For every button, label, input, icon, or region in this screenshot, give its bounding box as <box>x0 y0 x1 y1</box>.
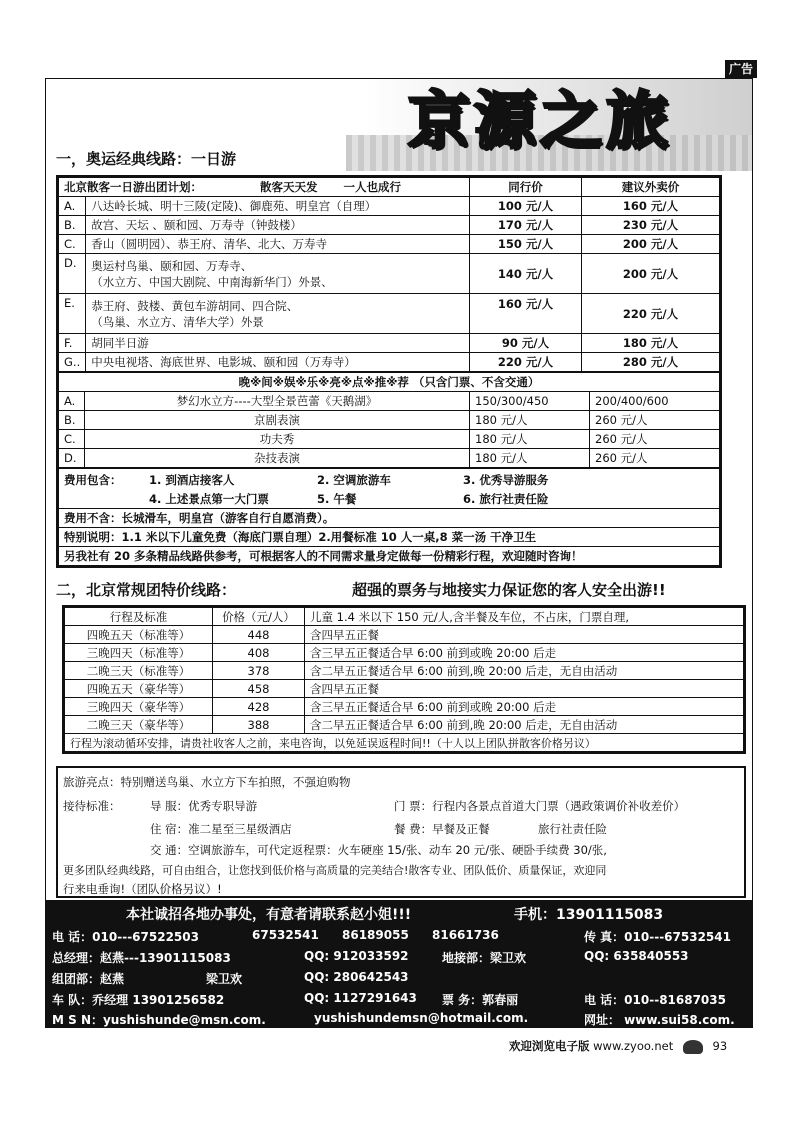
table-row: C. 香山（圆明园）、恭王府、清华、北大、万寿寺 150 元/人 200 元/人 <box>59 235 720 254</box>
page-number: 93 <box>712 1039 728 1053</box>
table2-header-price: 价格（元/人） <box>213 608 305 626</box>
page-footer <box>509 1038 757 1058</box>
night-header: 晚※间※娱※乐※亮※点※推※荐 （只含门票、不含交通） <box>59 373 720 392</box>
qq-2: QQ: 635840553 <box>584 949 689 963</box>
fee-includes: 费用包含： 1. 到酒店接客人 2. 空调旅游车 3. 优秀导游服务 4. 上述景点第一大门票 5. 午餐 6. 旅行社责任险 <box>59 469 720 509</box>
table-row: B. 故宫、天坛 、颐和园、万寿寺（钟鼓楼） 170 元/人 230 元/人 <box>59 216 720 235</box>
table-row: 四晚五天（标准等） 448 含四早五正餐 <box>65 626 744 644</box>
ground-dept: 地接部：梁卫欢 <box>442 951 527 965</box>
general-manager: 总经理：赵燕---13901115083 <box>52 951 231 965</box>
table2-header-route: 行程及标准 <box>65 608 213 626</box>
table2-header-child: 儿童 1.4 米以下 150 元/人,含半餐及车位，不占床，门票自理, <box>305 608 744 626</box>
phone-2: 67532541 <box>252 928 319 942</box>
special-note: 特别说明：1.1 米以下儿童免费（海底门票自理）2.用餐标准 10 人一桌,8 菜一汤 干净卫生 <box>59 528 720 547</box>
phone-line: 电 话：010---67522503 <box>52 930 199 944</box>
group-dept: 组团部：赵燕 <box>52 972 125 986</box>
table-row: A. 八达岭长城、明十三陵(定陵)、御鹿苑、明皇宫（自理） 100 元/人 160 元/人 <box>59 197 720 216</box>
mobile-number: 手机：13901115083 <box>514 907 664 923</box>
qq-4: QQ: 1127291643 <box>304 991 417 1005</box>
qq-3: QQ: 280642543 <box>304 970 409 984</box>
table-row: 三晚四天（豪华等） 428 含三早五正餐适合早 6:00 前到或晚 20:00 后走 <box>65 698 744 716</box>
table-row: E. 恭王府、鼓楼、黄包车游胡同、四合院、 （鸟巢、水立方、清华大学）外景 160 元/人 220 元/人 <box>59 294 720 334</box>
magazine-logo-icon <box>683 1040 703 1054</box>
guide-info: 导 服：优秀专职导游 <box>150 799 258 813</box>
brand-logo: 京源之旅 <box>408 84 673 157</box>
more-routes-line2: 行来电垂询!（团队价格另议）! <box>63 882 222 896</box>
meal-info: 餐 费：早餐及正餐 <box>394 822 490 836</box>
fleet-contact: 车 队：乔经理 13901256582 <box>52 993 225 1007</box>
table1-header-retail: 建议外卖价 <box>582 178 720 197</box>
table1-header-plan: 北京散客一日游出团计划： 散客天天发 一人也成行 <box>59 178 470 197</box>
table1-header-price: 同行价 <box>470 178 582 197</box>
hotmail-address: yushishundemsn@hotmail.com. <box>314 1011 529 1025</box>
qq-1: QQ: 912033592 <box>304 949 409 963</box>
group-dept-2: 梁卫欢 <box>206 972 243 986</box>
footer-url[interactable]: www.zyoo.net <box>593 1039 674 1053</box>
table-row: D. 奥运村鸟巢、颐和园、万寿寺、 （水立方、中国大剧院、中南海新华门）外景、 140 元/人 200 元/人 <box>59 254 720 294</box>
website: 网址： www.sui58.com. <box>584 1013 735 1027</box>
phone-5: 电 话：010--81687035 <box>584 993 726 1007</box>
insurance-info: 旅行社责任险 <box>538 822 607 836</box>
section2-title: 二，北京常规团特价线路： 超强的票务与地接实力保证您的客人安全出游!! <box>56 581 666 599</box>
table-row: 二晚三天（标准等） 378 含二早五正餐适合早 6:00 前到,晚 20:00 后走，无自由活动 <box>65 662 744 680</box>
msn-address: M S N：yushishunde@msn.com. <box>52 1013 266 1027</box>
section1-title: 一，奥运经典线路：一日游 <box>56 150 237 168</box>
table-row: G.. 中央电视塔、海底世界、电影城、颐和园（万寿寺） 220 元/人 280 元/人 <box>59 353 720 372</box>
recruit-notice: 本社诚招各地办事处，有意者请联系赵小姐!!! <box>126 907 412 923</box>
table-row: F. 胡同半日游 90 元/人 180 元/人 <box>59 334 720 353</box>
table-row: 二晚三天（豪华等） 388 含二早五正餐适合早 6:00 前到,晚 20:00 后走，无自由活动 <box>65 716 744 734</box>
stay-info: 住 宿：准二星至三星级酒店 <box>150 822 292 836</box>
contact-panel <box>46 900 752 1028</box>
service-standards-box <box>56 766 746 898</box>
phone-4: 81661736 <box>432 928 499 942</box>
ad-tag: 广告 <box>725 60 757 78</box>
table-row: B. 京剧表演 180 元/人 260 元/人 <box>59 411 720 430</box>
table-row: D. 杂技表演 180 元/人 260 元/人 <box>59 449 720 468</box>
ticketing-contact: 票 务：郭春丽 <box>442 993 519 1007</box>
traffic-info: 交 通：空调旅游车，可代定返程票：火车硬座 15/张、动车 20 元/张、硬卧手续费 30/张, <box>150 843 607 857</box>
section2-slogan: 超强的票务与地接实力保证您的客人安全出游!! <box>352 581 666 599</box>
table-row: 三晚四天（标准等） 408 含三早五正餐适合早 6:00 前到或晚 20:00 后走 <box>65 644 744 662</box>
table-row: A. 梦幻水立方----大型全景芭蕾《天鹅湖》 150/300/450 200/400/600 <box>59 392 720 411</box>
footer-text: 欢迎浏览电子版 <box>509 1039 590 1053</box>
more-routes-line1: 更多团队经典线路，可自由组合，让您找到低价格与高质量的完美结合!散客专业、团队低价、质量保证，欢迎同 <box>63 864 607 877</box>
table-row: 四晚五天（豪华等） 458 含四早五正餐 <box>65 680 744 698</box>
tickets-info: 门 票：行程内各景点首道大门票（遇政策调价补收差价） <box>394 799 686 813</box>
one-day-tour-table <box>56 175 722 568</box>
more-routes-note: 另我社有 20 多条精品线路供参考，可根据客人的不同需求量身定做每一份精彩行程，欢迎随时咨询！ <box>59 547 720 566</box>
standards-label: 接待标准： <box>63 799 121 813</box>
phone-3: 86189055 <box>342 928 409 942</box>
fax-number: 传 真：010---67532541 <box>584 930 731 944</box>
table-row: C. 功夫秀 180 元/人 260 元/人 <box>59 430 720 449</box>
regular-group-table <box>62 605 746 754</box>
fee-excludes: 费用不含：长城滑车，明皇宫（游客自行自愿消费）。 <box>59 509 720 528</box>
highlights: 旅游亮点：特别赠送鸟巢、水立方下车拍照，不强迫购物 <box>63 775 351 789</box>
table2-note: 行程为滚动循环安排，请贵社收客人之前，来电咨询，以免延误返程时间!!（十人以上团队拼散客价格另议） <box>65 734 744 752</box>
